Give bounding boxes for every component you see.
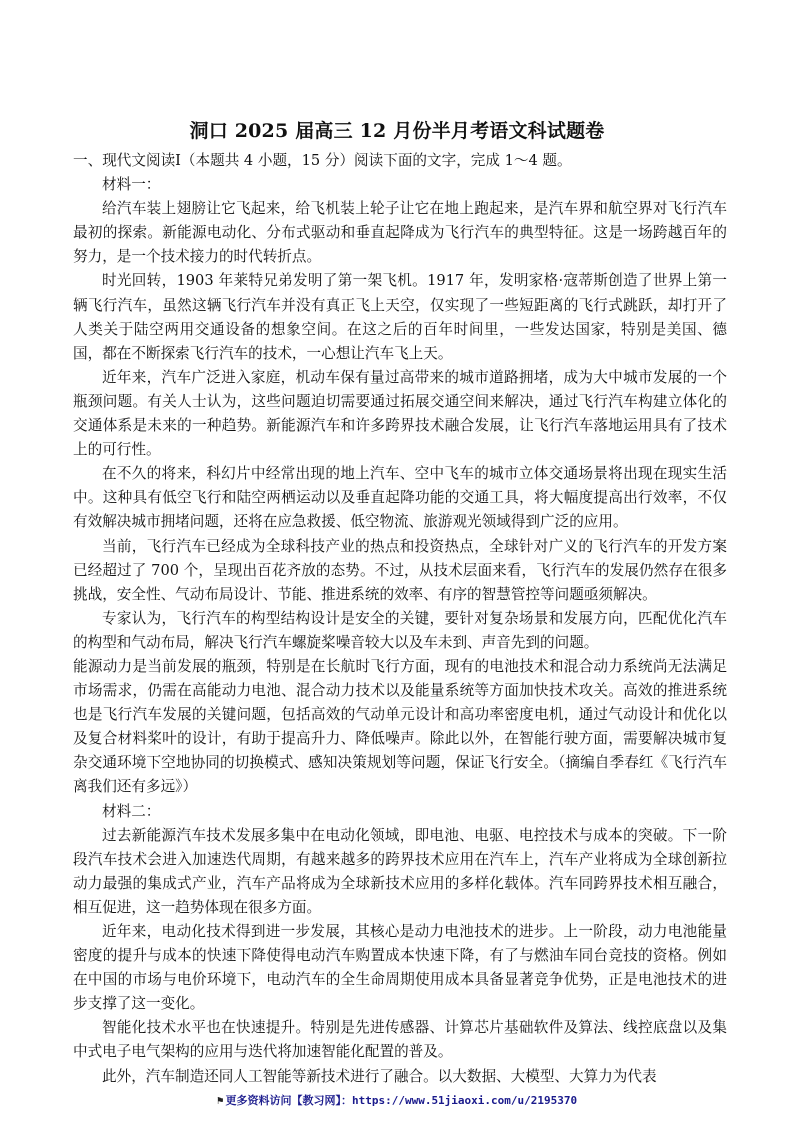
paragraph: 近年来，汽车广泛进入家庭，机动车保有量过高带来的城市道路拥堵，成为大中城市发展的一个瓶颈问题。有关人士认为，这些问题迫切需要通过拓展交通空间来解决，通过飞行汽车构建立体化的交通体系是未来的一种趋势。新能源汽车和许多跨界技术融合发展，让飞行汽车落地运用具有了技术上的可行性。 — [73, 368, 727, 459]
footer-text[interactable]: 更多资料访问【教习网】：https://www.51jiaoxi.com/u/2195370 — [225, 1094, 578, 1107]
paragraph: 专家认为，飞行汽车的构型结构设计是安全的关键，要针对复杂场景和发展方向，匹配优化汽车的构型和气动布局，解决飞行汽车螺旋桨噪音较大以及车未到、声音先到的问题。 — [73, 609, 727, 651]
paragraph: 此外，汽车制造还同人工智能等新技术进行了融合。以大数据、大模型、大算力为代表 — [102, 1067, 657, 1085]
section-heading: 一、现代文阅读Ⅰ（本题共 4 小题，15 分）阅读下面的文字，完成 1～4 题。 — [73, 152, 572, 169]
material-label: 材料二： — [102, 802, 161, 820]
page-title: 洞口 2025 届高三 12 月份半月考语文科试题卷 — [189, 120, 605, 142]
footer-link[interactable] — [0, 1094, 794, 1108]
reading-passage — [73, 149, 727, 1089]
paragraph: 当前，飞行汽车已经成为全球科技产业的热点和投资热点，全球针对广义的飞行汽车的开发方案已经超过了 700 个，呈现出百花齐放的态势。不过，从技术层面来看，飞行汽车的发展仍然存在很多挑战，安全性、气动布局设计、节能、推进系统的效率、有序的智慧管控等问题亟须解决。 — [73, 537, 727, 603]
paragraph: 近年来，电动化技术得到进一步发展，其核心是动力电池技术的进步。上一阶段，动力电池能量密度的提升与成本的快速下降使得电动汽车购置成本快速下降，有了与燃油车同台竞技的资格。例如在中国的市场与电价环境下，电动汽车的全生命周期使用成本具备显著竞争优势，正是电池技术的进步支撑了这一变化。 — [73, 923, 727, 1013]
paragraph: 在不久的将来，科幻片中经常出现的地上汽车、空中飞车的城市立体交通场景将出现在现实生活中。这种具有低空飞行和陆空两栖运动以及垂直起降功能的交通工具，将大幅度提高出行效率，不仅有效解决城市拥堵问题，还将在应急救援、低空物流、旅游观光领域得到广泛的应用。 — [73, 465, 727, 531]
paragraph: 时光回转，1903 年莱特兄弟发明了第一架飞机。1917 年，发明家格·寇蒂斯创造了世界上第一辆飞行汽车，虽然这辆飞行汽车并没有真正飞上天空，仅实现了一些短距离的飞行式跳跃，却打开了人类关于陆空两用交通设备的想象空间。在这之后的百年时间里，一些发达国家，特别是美国、德国，都在不断探索飞行汽车的技术，一心想让汽车飞上天。 — [73, 272, 727, 362]
paragraph: 给汽车装上翅膀让它飞起来，给飞机装上轮子让它在地上跑起来，是汽车界和航空界对飞行汽车最初的探索。新能源电动化、分布式驱动和垂直起降成为飞行汽车的典型特征。这是一场跨越百年的努力，是一个技术接力的时代转折点。 — [73, 200, 727, 266]
material-label: 材料一： — [102, 176, 161, 194]
flag-icon: ⚑ — [216, 1094, 224, 1107]
paragraph: 智能化技术水平也在快速提升。特别是先进传感器、计算芯片基础软件及算法、线控底盘以及集中式电子电气架构的应用与迭代将加速智能化配置的普及。 — [73, 1019, 727, 1061]
paragraph: 能源动力是当前发展的瓶颈，特别是在长航时飞行方面，现有的电池技术和混合动力系统尚无法满足市场需求，仍需在高能动力电池、混合动力技术以及能量系统等方面加快技术攻关。高效的推进系统也是飞行汽车发展的关键问题，包括高效的气动单元设计和高功率密度电机，通过气动设计和优化以及复合材料桨叶的设计，有助于提高升力、降低噪声。除此以外，在智能行驶方面，需要解决城市复杂交通环境下空地协同的切换模式、感知决策规划等问题，保证飞行安全。（摘编自季春红《飞行汽车离我们还有多远》） — [73, 657, 727, 796]
paragraph: 过去新能源汽车技术发展多集中在电动化领域，即电池、电驱、电控技术与成本的突破。下一阶段汽车技术会进入加速迭代周期，有越来越多的跨界技术应用在汽车上，汽车产业将成为全球创新拉动力最强的集成式产业，汽车产品将成为全球新技术应用的多样化载体。汽车同跨界技术相互融合，相互促进，这一趋势体现在很多方面。 — [73, 826, 727, 916]
